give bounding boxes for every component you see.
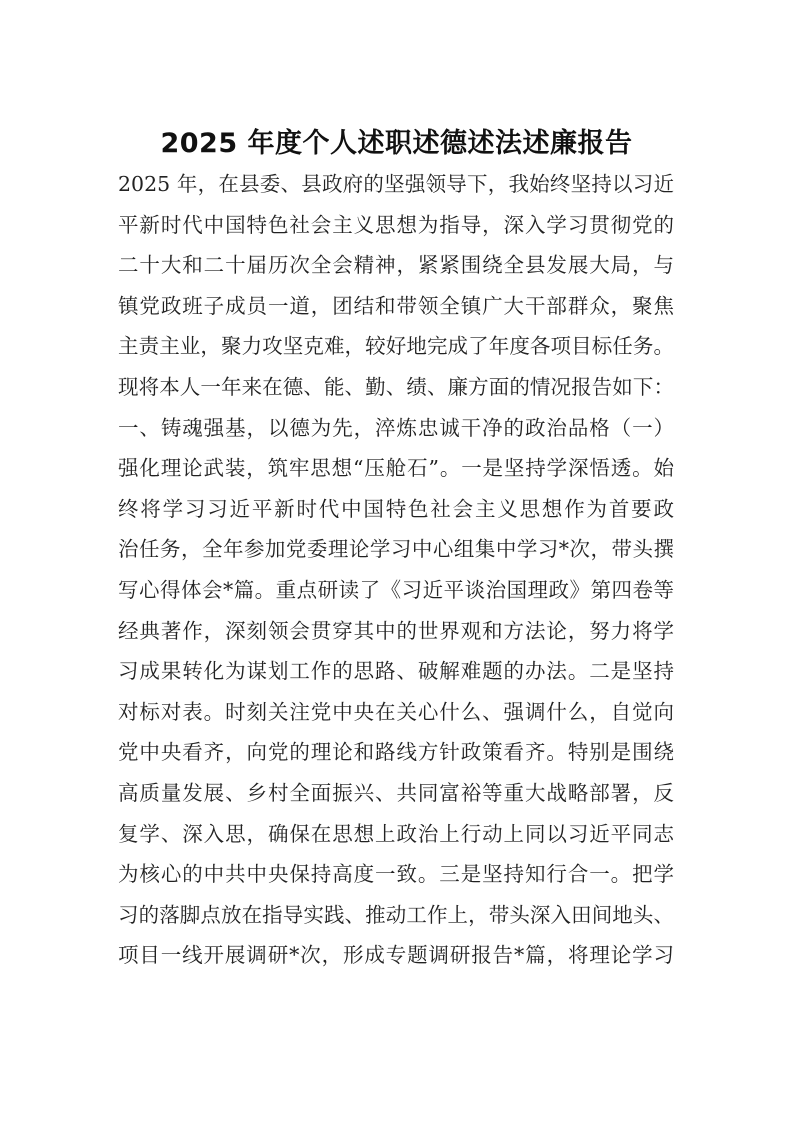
body-text [118, 164, 674, 976]
text-line: 对标对表。时刻关注党中央在关心什么、强调什么，自觉向 [118, 699, 674, 724]
text-line: 强化理论武装，筑牢思想“压舱石”。一是坚持学深悟透。始 [118, 456, 674, 481]
text-line: 党中央看齐，向党的理论和路线方针政策看齐。特别是围绕 [118, 740, 674, 765]
text-line: 二十大和二十届历次全会精神，紧紧围绕全县发展大局，与 [118, 253, 674, 278]
text-line: 习的落脚点放在指导实践、推动工作上，带头深入田间地头、 [118, 902, 674, 927]
text-line: 2025 年，在县委、县政府的坚强领导下，我始终坚持以习近 [118, 172, 674, 196]
text-line: 治任务，全年参加党委理论学习中心组集中学习*次，带头撰 [118, 537, 674, 562]
text-line: 为核心的中共中央保持高度一致。三是坚持知行合一。把学 [118, 862, 674, 887]
text-line: 写心得体会*篇。重点研读了《习近平谈治国理政》第四卷等 [118, 577, 674, 602]
text-line: 现将本人一年来在德、能、勤、绩、廉方面的情况报告如下： [118, 374, 674, 399]
text-line: 终将学习习近平新时代中国特色社会主义思想作为首要政 [118, 496, 674, 521]
text-line: 一、铸魂强基，以德为先，淬炼忠诚干净的政治品格（一） [118, 415, 674, 440]
text-line: 镇党政班子成员一道，团结和带领全镇广大干部群众，聚焦 [118, 293, 674, 318]
text-line: 习成果转化为谋划工作的思路、破解难题的办法。二是坚持 [118, 659, 674, 684]
text-line: 主责主业，聚力攻坚克难，较好地完成了年度各项目标任务。 [118, 334, 674, 359]
text-line: 复学、深入思，确保在思想上政治上行动上同以习近平同志 [118, 821, 674, 846]
page-title: 2025 年度个人述职述德述法述廉报告 [160, 128, 633, 159]
text-line: 项目一线开展调研*次，形成专题调研报告*篇，将理论学习 [118, 943, 674, 968]
text-line: 平新时代中国特色社会主义思想为指导，深入学习贯彻党的 [118, 212, 674, 237]
text-line: 经典著作，深刻领会贯穿其中的世界观和方法论，努力将学 [118, 618, 674, 643]
text-line: 高质量发展、乡村全面振兴、共同富裕等重大战略部署，反 [118, 780, 674, 805]
